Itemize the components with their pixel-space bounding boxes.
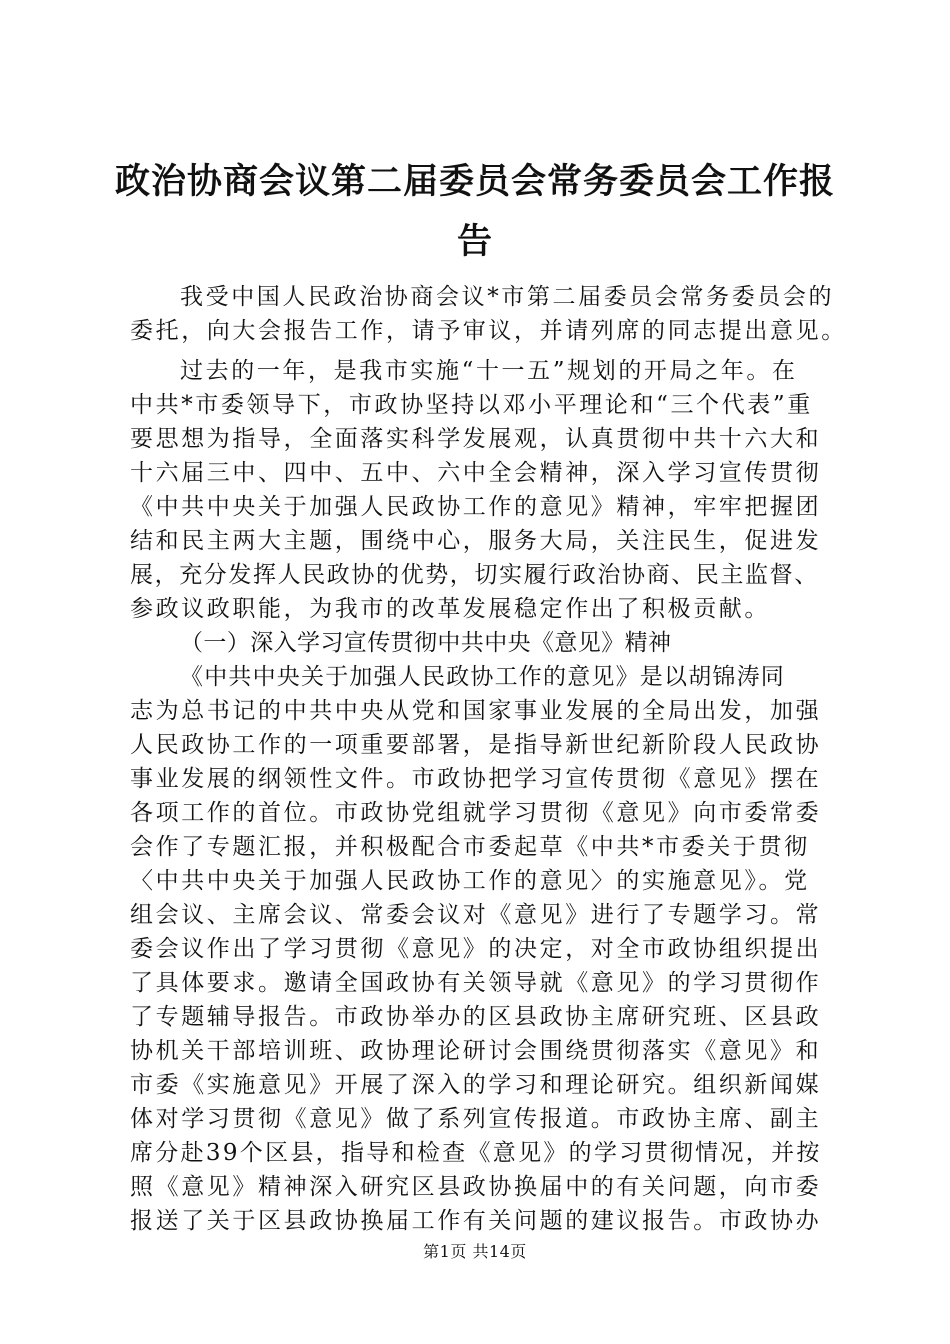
paragraph-line: 协机关干部培训班、政协理论研讨会围绕贯彻落实《意见》和 [130, 1038, 822, 1064]
paragraph-line: 结和民主两大主题，围绕中心，服务大局，关注民生，促进发 [130, 528, 822, 554]
paragraph-line: 中共*市委领导下，市政协坚持以邓小平理论和“三个代表”重 [130, 392, 813, 418]
paragraph-line: 席分赴39个区县，指导和检查《意见》的学习贯彻情况，并按 [130, 1140, 822, 1166]
page-footer: 第1页 共14页 [423, 1242, 527, 1261]
paragraph-line: 志为总书记的中共中央从党和国家事业发展的全局出发，加强 [130, 698, 822, 724]
paragraph-line: 要思想为指导，全面落实科学发展观，认真贯彻中共十六大和 [130, 426, 822, 452]
paragraph-line: 过去的一年，是我市实施“十一五”规划的开局之年。在 [180, 358, 798, 384]
paragraph-line: 参政议政职能，为我市的改革发展稳定作出了积极贡献。 [130, 596, 770, 622]
paragraph-line: 报送了关于区县政协换届工作有关问题的建议报告。市政协办 [130, 1208, 822, 1234]
paragraph-line: 展，充分发挥人民政协的优势，切实履行政治协商、民主监督、 [130, 562, 819, 588]
paragraph-line: 各项工作的首位。市政协党组就学习贯彻《意见》向市委常委 [130, 800, 822, 826]
paragraph-line: 人民政协工作的一项重要部署，是指导新世纪新阶段人民政协 [130, 732, 822, 758]
paragraph-line: 我受中国人民政治协商会议*市第二届委员会常务委员会的 [180, 284, 835, 310]
paragraph-line: 委会议作出了学习贯彻《意见》的决定，对全市政协组织提出 [130, 936, 822, 962]
document-title-line-1: 政治协商会议第二届委员会常务委员会工作报 [114, 162, 835, 202]
paragraph-line: 体对学习贯彻《意见》做了系列宣传报道。市政协主席、副主 [130, 1106, 822, 1132]
paragraph-line: 委托，向大会报告工作，请予审议，并请列席的同志提出意见。 [130, 318, 847, 344]
paragraph-line: 会作了专题汇报，并积极配合市委起草《中共*市委关于贯彻 [130, 834, 810, 860]
paragraph-line: 十六届三中、四中、五中、六中全会精神，深入学习宣传贯彻 [130, 460, 822, 486]
paragraph-line: 事业发展的纲领性文件。市政协把学习宣传贯彻《意见》摆在 [130, 766, 822, 792]
paragraph-line: 市委《实施意见》开展了深入的学习和理论研究。组织新闻媒 [130, 1072, 822, 1098]
paragraph-line: 《中共中央关于加强人民政协工作的意见》精神，牢牢把握团 [130, 494, 822, 520]
paragraph-line: 组会议、主席会议、常委会议对《意见》进行了专题学习。常 [130, 902, 822, 928]
section-heading: （一）深入学习宣传贯彻中共中央《意见》精神 [180, 630, 672, 656]
paragraph-line: 了专题辅导报告。市政协举办的区县政协主席研究班、区县政 [130, 1004, 822, 1030]
paragraph-line: 照《意见》精神深入研究区县政协换届中的有关问题，向市委 [130, 1174, 822, 1200]
paragraph-line: 了具体要求。邀请全国政协有关领导就《意见》的学习贯彻作 [130, 970, 822, 996]
paragraph-line: 《中共中央关于加强人民政协工作的意见》是以胡锦涛同 [180, 664, 785, 690]
document-title-line-2: 告 [456, 222, 493, 262]
paragraph-line: 〈中共中央关于加强人民政协工作的意见〉的实施意见》。党 [130, 868, 810, 894]
